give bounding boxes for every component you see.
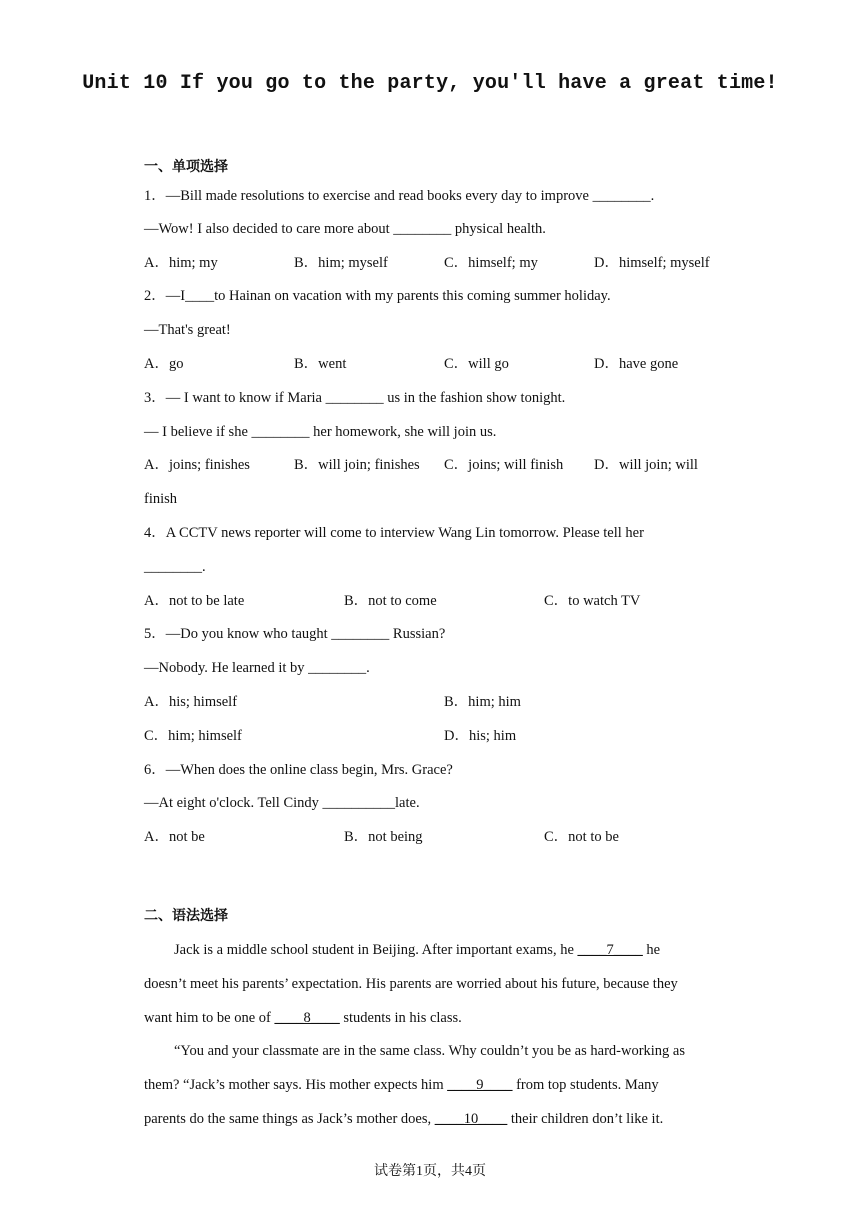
passage-text: students in his class. [339, 1010, 462, 1026]
passage-line-1 [174, 940, 660, 960]
q4-option-c: C．to watch TV [544, 593, 641, 609]
q1-option-c: C．himself; my [444, 255, 538, 271]
q2-option-d: D．have gone [594, 356, 679, 372]
question-4-line-1: 4．A CCTV news reporter will come to interview Wang Lin tomorrow. Please tell her [144, 525, 644, 541]
question-6-line-2: —At eight o'clock. Tell Cindy __________late. [144, 795, 420, 811]
question-1-line-2: —Wow! I also decided to care more about ________ physical health. [144, 221, 546, 237]
question-3-line-2: — I believe if she ________ her homework, she will join us. [144, 424, 497, 440]
passage-line-2: doesn’t meet his parents’ expectation. His parents are worried about his future, because they [144, 976, 678, 992]
passage-text: want him to be one of [144, 1010, 275, 1026]
passage-text: parents do the same things as Jack’s mother does, [144, 1111, 435, 1127]
q4-option-b: B．not to come [344, 593, 437, 609]
q2-option-b: B．went [294, 356, 347, 372]
question-6-line-1: 6．—When does the online class begin, Mrs. Grace? [144, 762, 453, 778]
q5-option-d: D．his; him [444, 728, 517, 744]
question-4-line-2: ________. [144, 559, 206, 575]
q6-option-a: A．not be [144, 829, 205, 845]
blank-7: ____7____ [577, 942, 643, 958]
passage-line-6 [144, 1109, 663, 1129]
q3-option-b: B．will join; finishes [294, 457, 420, 473]
q2-option-c: C．will go [444, 356, 509, 372]
page-title: Unit 10 If you go to the party, you'll have a great time! [82, 72, 778, 95]
passage-text: from top students. Many [512, 1077, 659, 1093]
passage-text: them? “Jack’s mother says. His mother expects him [144, 1077, 448, 1093]
q4-option-a: A．not to be late [144, 593, 245, 609]
q1-option-a: A．him; my [144, 255, 218, 271]
section-heading-grammar-choice: 二、语法选择 [144, 908, 228, 924]
page-footer: 试卷第1页，共4页 [374, 1164, 486, 1179]
question-3-line-1: 3．— I want to know if Maria ________ us in the fashion show tonight. [144, 390, 566, 406]
passage-text: their children don’t like it. [507, 1111, 664, 1127]
passage-line-5 [144, 1075, 659, 1095]
section-heading-single-choice: 一、单项选择 [144, 159, 228, 175]
q6-option-c: C．not to be [544, 829, 619, 845]
q3-option-d: D．will join; will [594, 457, 698, 473]
question-5-line-1: 5．—Do you know who taught ________ Russian? [144, 626, 446, 642]
blank-10: ____10____ [434, 1111, 508, 1127]
passage-text: he [642, 942, 661, 958]
question-1-line-1: 1．—Bill made resolutions to exercise and read books every day to improve ________. [144, 188, 655, 204]
q1-option-b: B．him; myself [294, 255, 388, 271]
q2-option-a: A．go [144, 356, 184, 372]
q5-option-a: A．his; himself [144, 694, 238, 710]
q6-option-b: B．not being [344, 829, 423, 845]
question-2-line-1: 2．—I____to Hainan on vacation with my parents this coming summer holiday. [144, 288, 611, 304]
question-2-line-2: —That's great! [144, 322, 231, 338]
q5-option-b: B．him; him [444, 694, 521, 710]
blank-9: ____9____ [447, 1077, 513, 1093]
q3-option-d-wrap: finish [144, 491, 178, 507]
q5-option-c: C．him; himself [144, 728, 242, 744]
passage-line-3 [144, 1008, 462, 1028]
passage-text: Jack is a middle school student in Beijing. After important exams, he [174, 942, 578, 958]
question-5-line-2: —Nobody. He learned it by ________. [144, 660, 370, 676]
q1-option-d: D．himself; myself [594, 255, 710, 271]
blank-8: ____8____ [274, 1010, 340, 1026]
q3-option-a: A．joins; finishes [144, 457, 250, 473]
q3-option-c: C．joins; will finish [444, 457, 564, 473]
passage-line-4: “You and your classmate are in the same class. Why couldn’t you be as hard-working as [174, 1043, 686, 1059]
